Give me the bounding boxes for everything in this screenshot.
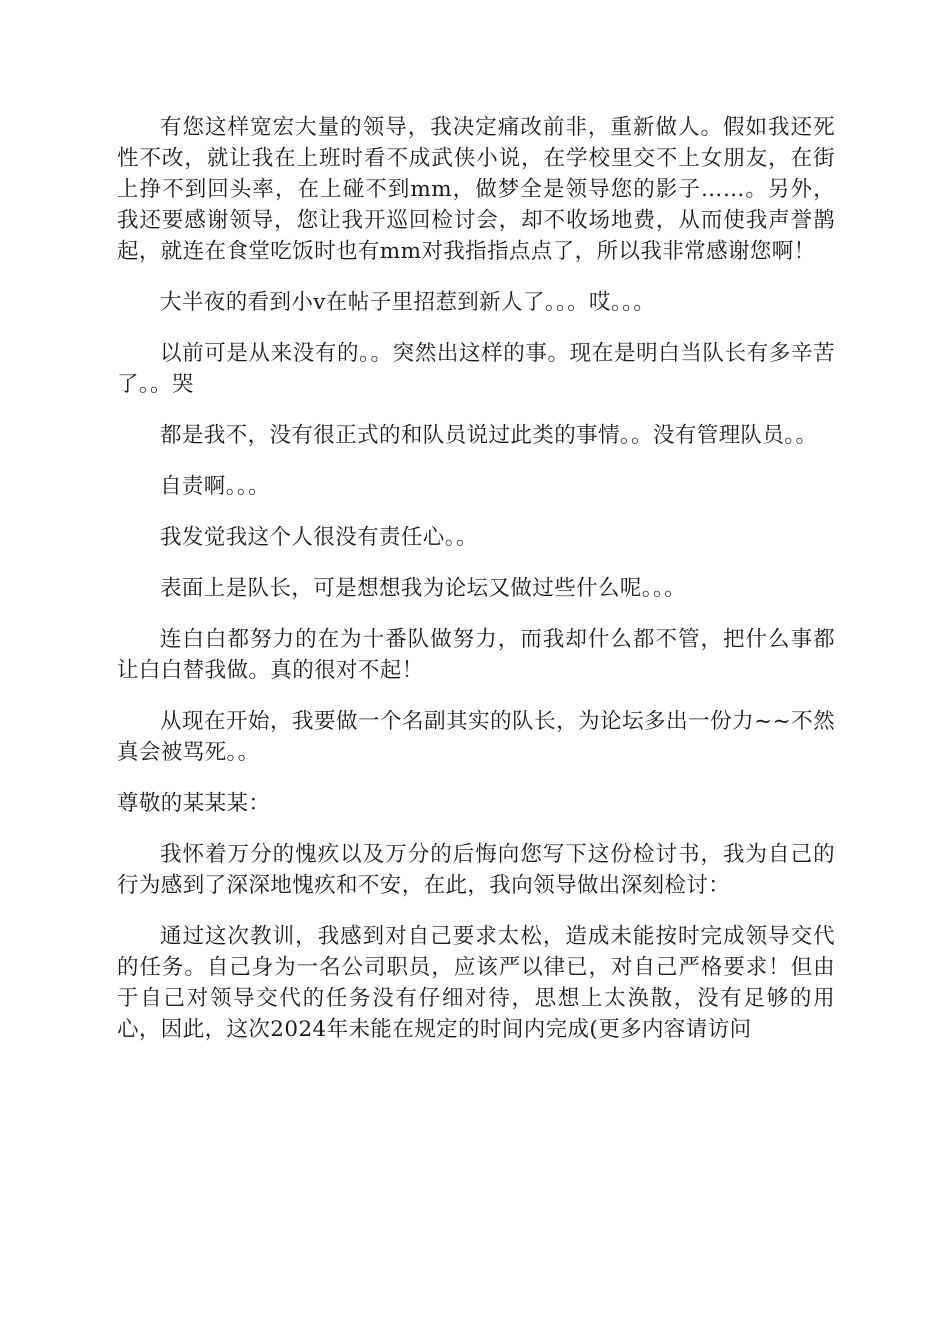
paragraph: 都是我不，没有很正式的和队员说过此类的事情。。没有管理队员。。 (160, 423, 818, 448)
letter-salutation: 尊敬的某某某： (117, 791, 271, 816)
paragraph: 自责啊。。。 (160, 474, 270, 499)
paragraph: 连白白都努力的在为十番队做努力，而我却什么都不管，把什么事都让白白替我做。真的很对不起！ (117, 627, 835, 683)
paragraph: 大半夜的看到小v在帖子里招惹到新人了。。。哎。。。 (160, 290, 656, 315)
paragraph: 表面上是队长，可是想想我为论坛又做过些什么呢。。。 (160, 576, 687, 601)
paragraph: 有您这样宽宏大量的领导，我决定痛改前非，重新做人。假如我还死性不改，就让我在上班时看不成武侠小说，在学校里交不上女朋友，在街上挣不到回头率，在上碰不到mm，做梦全是领导您的影子……。另外，我还要感谢领导，您让我开巡回检讨会，却不收场地费，从而使我声誉鹊起，就连在食堂吃饭时也有mm对我指指点点了，所以我非常感谢您啊！ (117, 115, 835, 264)
letter-paragraph: 我怀着万分的愧疚以及万分的后悔向您写下这份检讨书，我为自己的行为感到了深深地愧疚和不安，在此，我向领导做出深刻检讨： (117, 842, 835, 898)
paragraph: 我发觉我这个人很没有责任心。。 (160, 525, 478, 550)
paragraph: 从现在开始，我要做一个名副其实的队长，为论坛多出一份力~~不然真会被骂死。。 (117, 709, 835, 765)
letter-paragraph: 通过这次教训，我感到对自己要求太松，造成未能按时完成领导交代的任务。自己身为一名公司职员，应该严以律已，对自己严格要求！但由于自己对领导交代的任务没有仔细对待，思想上太涣散，没有足够的用心，因此，这次2024年未能在规定的时间内完成(更多内容请访问 (117, 924, 835, 1042)
document-body (117, 112, 835, 1065)
paragraph: 以前可是从来没有的。。突然出这样的事。现在是明白当队长有多辛苦了。。哭 (117, 341, 835, 397)
